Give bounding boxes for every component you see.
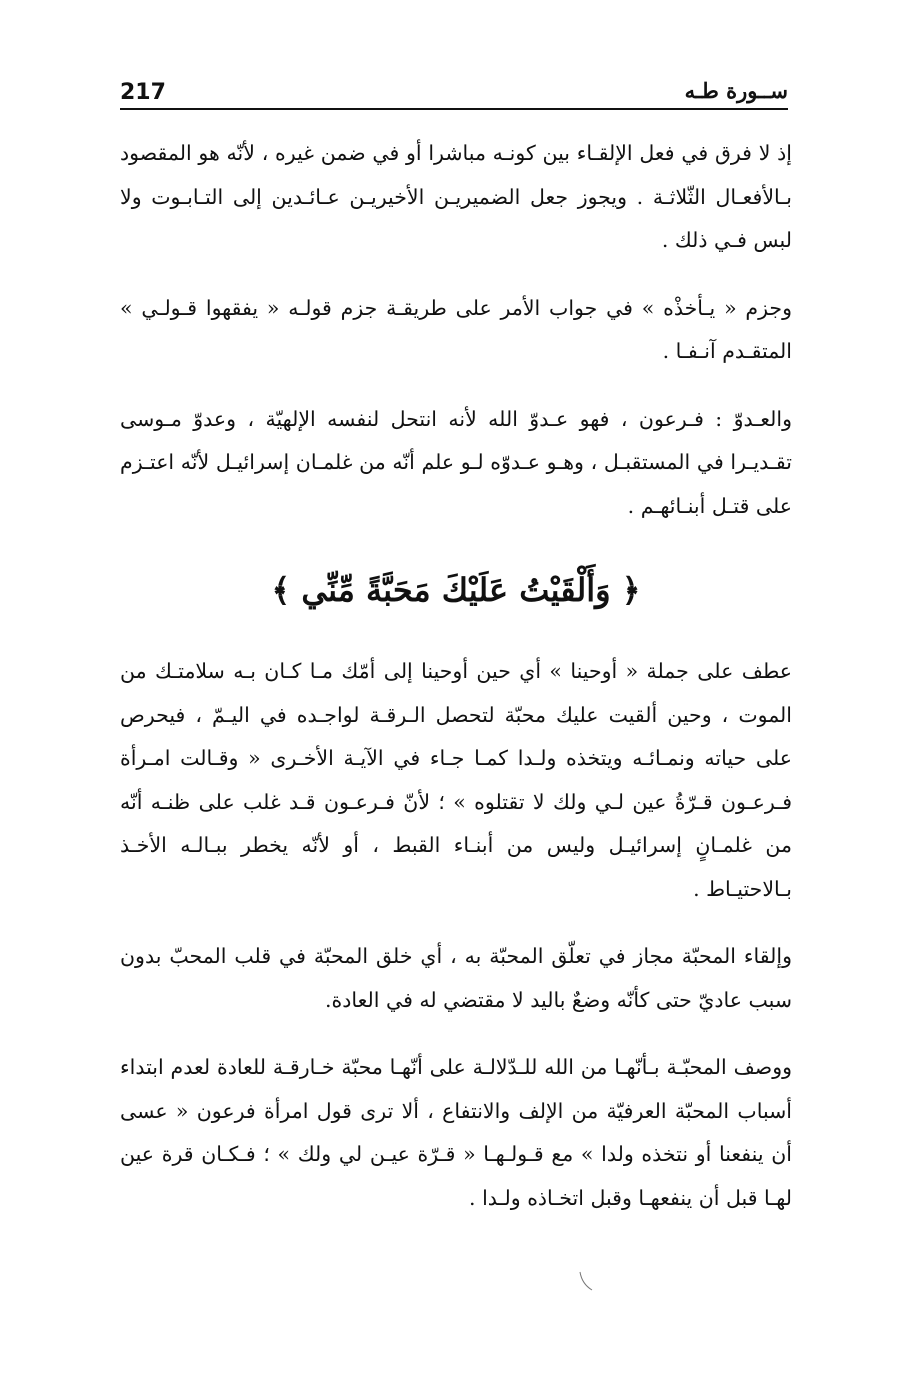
paragraph-5: وإلقاء المحبّة مجاز في تعلّق المحبّة به ، أي خلق المحبّة في قلب المحبّ بدون سبب عاديّ حتى كأنّه وضعٌ باليد لا مقتضي له في العادة.	[120, 944, 792, 1012]
paragraph-3: والعـدوّ : فـرعون ، فهو عـدوّ الله لأنه انتحل لنفسه الإلهيّة ، وعدوّ مـوسى تقـديـرا في المستقبـل ، وهـو عـدوّه لـو علم أنّه من غلمـان إسرائيـل لأنّه اعتـزم على قتـل أبنـائهـم .	[120, 406, 792, 518]
paragraph-2: وجزم « يـأخذْه » في جواب الأمر على طريقـة جزم قولـه « يفقهوا قـولـي » المتقـدم آنـفـا .	[120, 295, 792, 363]
page-header	[120, 78, 788, 110]
paragraph-4: عطف على جملة « أوحينا » أي حين أوحينا إلى أمّك مـا كـان بـه سلامتـك من الموت ، وحين ألقيت عليك محبّة لتحصل الـرقـة لواجـده في اليـمّ ، فيحرص على حياته ونمـائـه ويتخذه ولـدا كمـا جـاء في الآيـة الأخـرى « وقـالت امـرأة فـرعـون قـرّةُ عين لـي ولك لا تقتلوه » ؛ لأنّ فـرعـون قـد غلب على ظنـه أنّه من غلمـانٍ إسرائيـل وليس من أبنـاء القبط ، أو لأنّه يخطر ببـالـه الأخـذ بـالاحتيـاط .	[120, 659, 792, 901]
text-block-bottom	[120, 650, 792, 1220]
paragraph-1: إذ لا فرق في فعل الإلقـاء بين كونـه مباشرا أو في ضمن غيره ، لأنّه هو المقصود بـالأفعـال الثّلاثـة . ويجوز جعل الضميريـن الأخيريـن عـائـدين إلى التـابـوت ولا لبس فـي ذلك .	[120, 141, 792, 252]
quran-verse: ﴿ وَأَلْقَيْتُ عَلَيْكَ مَحَبَّةً مِّنِّي ﴾	[271, 571, 641, 609]
scan-artifact-mark	[578, 1270, 596, 1292]
surah-title: ســورة طـه	[684, 78, 788, 103]
page-number: 217	[120, 80, 166, 105]
text-block-top	[120, 132, 792, 528]
paragraph-6: ووصف المحبّـة بـأنّهـا من الله للـدّلالـة على أنّهـا محبّة خـارقـة للعادة لعدم ابتداء أسباب المحبّة العرفيّة من الإلف والانتفاع ، ألا ترى قول امرأة فرعون « عسى أن ينفعنا أو نتخذه ولدا » مع قـولـهـا « قـرّة عيـن لي ولك » ؛ فـكـان قرة عين لهـا قبل أن ينفعهـا وقبل اتخـاذه ولـدا .	[120, 1055, 792, 1210]
